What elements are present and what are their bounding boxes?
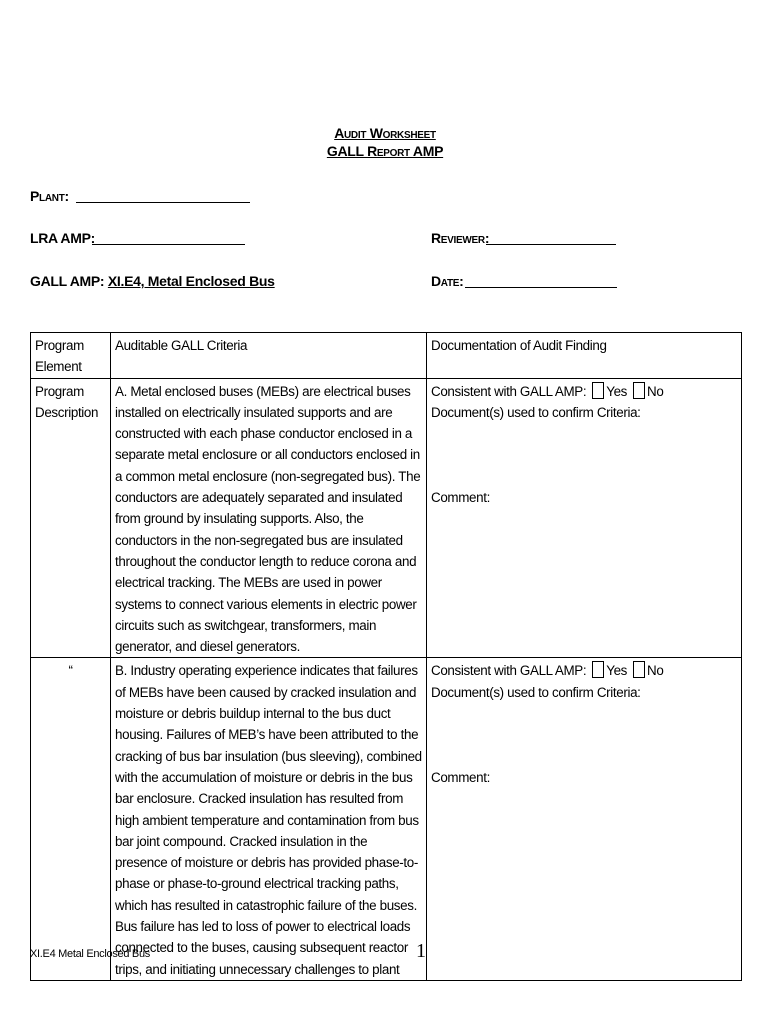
title-audit-worksheet: Audit Worksheet xyxy=(334,125,436,141)
lra-amp-blank-line[interactable] xyxy=(92,244,245,245)
plant-blank-line[interactable] xyxy=(76,202,250,203)
documents-used-label: Document(s) used to confirm Criteria: xyxy=(431,404,641,420)
title-gall-report-amp: GALL Report AMP xyxy=(326,143,444,159)
no-label: No xyxy=(647,383,664,399)
yes-checkbox[interactable] xyxy=(592,382,604,399)
row-program-element: Program Description xyxy=(31,378,111,658)
row-criteria: B. Industry operating experience indicates that failures of MEBs have been caused by cracked insulation and moisture or debris buildup internal to the bus duct housing. Failures of MEB’s have been attributed to the cracking of bus bar insulation (bus sleeving), combined with the accumulation of moisture or debris in the bus bar enclosure. Cracked insulation has resulted from high ambient temperature and contamination from bus bar joint compound. Cracked insulation in the presence of moisture or debris has provided phase-to-phase or phase-to-ground electrical tracking paths, which has resulted in catastrophic failure of the buses. Bus failure has led to loss of power to electrical loads connected to the buses, causing subsequent reactor trips, and initiating unnecessary challenges to plant xyxy=(111,658,427,980)
table-row xyxy=(31,378,742,658)
row-audit-finding xyxy=(427,658,742,980)
no-label: No xyxy=(647,663,664,679)
consistent-label: Consistent with GALL AMP: xyxy=(431,383,587,399)
row-program-element-ditto: “ xyxy=(31,658,111,980)
reviewer-label: Reviewer: xyxy=(431,230,490,246)
yes-label: Yes xyxy=(606,383,628,399)
header-documentation: Documentation of Audit Finding xyxy=(427,333,742,379)
lra-amp-label: LRA AMP: xyxy=(30,230,95,246)
row-audit-finding xyxy=(427,378,742,658)
header-criteria: Auditable GALL Criteria xyxy=(111,333,427,379)
yes-checkbox[interactable] xyxy=(592,661,604,678)
comment-label: Comment: xyxy=(431,770,490,786)
table-row xyxy=(31,658,742,980)
footer-document-name: XI.E4 Metal Enclosed Bus xyxy=(30,948,150,960)
row-criteria: A. Metal enclosed buses (MEBs) are electrical buses installed on electrically insulated supports and are constructed with each phase conductor enclosed in a separate metal enclosure or all conductors enclosed in a common metal enclosure (non-segregated bus). The conductors are adequately separated and insulated from ground by insulating supports. Also, the conductors in the non-segregated bus are insulated throughout the conductor length to reduce corona and electrical tracking. The MEBs are used in power systems to connect various elements in electric power circuits such as switchgear, transformers, main generator, and diesel generators. xyxy=(111,378,427,658)
gall-amp-label: GALL AMP: xyxy=(30,273,105,289)
reviewer-blank-line[interactable] xyxy=(486,244,616,245)
audit-table xyxy=(30,332,742,981)
consistent-label: Consistent with GALL AMP: xyxy=(431,663,587,679)
worksheet-title xyxy=(0,124,770,160)
no-checkbox[interactable] xyxy=(633,382,645,399)
consistent-with-gall-line xyxy=(431,660,737,681)
comment-label: Comment: xyxy=(431,490,490,506)
date-blank-line[interactable] xyxy=(465,287,617,288)
gall-amp-value: XI.E4, Metal Enclosed Bus xyxy=(107,273,275,289)
plant-label: Plant: xyxy=(30,188,69,204)
gall-amp-field xyxy=(30,272,275,290)
date-label: Date: xyxy=(431,273,464,289)
footer-page-number: 1 xyxy=(416,940,426,962)
yes-label: Yes xyxy=(606,663,628,679)
header-program-element: Program Element xyxy=(31,333,111,379)
no-checkbox[interactable] xyxy=(633,661,645,678)
table-header-row xyxy=(31,333,742,379)
documents-used-label: Document(s) used to confirm Criteria: xyxy=(431,684,641,700)
consistent-with-gall-line xyxy=(431,381,737,402)
